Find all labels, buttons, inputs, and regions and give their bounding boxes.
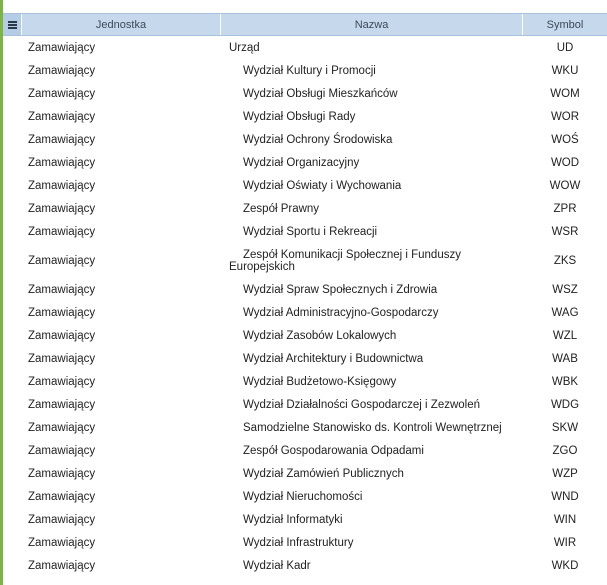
name-text: Wydział Ochrony Środowiska — [243, 133, 393, 146]
name-cell — [221, 554, 523, 577]
name-cell — [221, 462, 523, 485]
symbol-cell: WIN — [553, 513, 577, 526]
name-text: Wydział Sportu i Rekreacji — [243, 225, 378, 238]
name-text: Wydział Informatyki — [243, 513, 343, 526]
name-text: Wydział Infrastruktury — [243, 536, 354, 549]
symbol-cell: WAG — [551, 306, 579, 319]
name-text: Zespół Komunikacji Społecznej i Funduszy Europejskich — [229, 248, 461, 273]
units-table — [3, 13, 607, 577]
unit-cell: Zamawiający — [28, 329, 96, 342]
name-cell — [221, 531, 523, 554]
unit-cell: Zamawiający — [28, 110, 96, 123]
symbol-cell: WDG — [550, 398, 580, 411]
name-cell — [221, 128, 523, 151]
symbol-cell: WKD — [551, 559, 579, 572]
name-cell — [221, 36, 523, 59]
name-text: Wydział Obsługi Mieszkańców — [243, 87, 398, 100]
name-text: Wydział Zamówień Publicznych — [243, 467, 404, 480]
table-row[interactable] — [3, 220, 607, 243]
symbol-cell: WSR — [551, 225, 579, 238]
table-row[interactable] — [3, 105, 607, 128]
unit-cell: Zamawiający — [28, 559, 96, 572]
table-row[interactable] — [3, 301, 607, 324]
table-row[interactable] — [3, 393, 607, 416]
unit-cell: Zamawiający — [28, 467, 96, 480]
name-cell — [221, 82, 523, 105]
unit-cell: Zamawiający — [28, 225, 96, 238]
unit-cell: Zamawiający — [28, 156, 96, 169]
table-row[interactable] — [3, 347, 607, 370]
table-row[interactable] — [3, 174, 607, 197]
table-row[interactable] — [3, 59, 607, 82]
unit-cell: Zamawiający — [28, 306, 96, 319]
unit-cell: Zamawiający — [28, 375, 96, 388]
unit-cell: Zamawiający — [28, 254, 96, 267]
table-header — [3, 13, 607, 36]
column-header-name[interactable]: Nazwa — [221, 14, 523, 35]
table-row[interactable] — [3, 416, 607, 439]
symbol-cell: WOM — [550, 87, 580, 100]
name-cell — [221, 151, 523, 174]
name-text: Zespół Prawny — [243, 202, 320, 215]
symbol-cell: WOD — [550, 156, 580, 169]
name-text: Wydział Kultury i Promocji — [243, 64, 376, 77]
name-cell — [221, 324, 523, 347]
unit-cell: Zamawiający — [28, 490, 96, 503]
column-menu-button[interactable] — [3, 14, 22, 35]
unit-cell: Zamawiający — [28, 513, 96, 526]
name-cell — [221, 220, 523, 243]
symbol-cell: WIR — [553, 536, 577, 549]
name-cell — [221, 416, 523, 439]
unit-cell: Zamawiający — [28, 87, 96, 100]
name-cell — [221, 393, 523, 416]
name-text: Urząd — [229, 41, 260, 54]
table-row[interactable] — [3, 531, 607, 554]
table-row[interactable] — [3, 197, 607, 220]
unit-cell: Zamawiający — [28, 64, 96, 77]
symbol-cell: WOW — [549, 179, 581, 192]
name-cell — [221, 347, 523, 370]
name-cell — [221, 301, 523, 324]
name-cell — [221, 439, 523, 462]
table-row[interactable] — [3, 82, 607, 105]
name-cell — [221, 105, 523, 128]
name-text: Wydział Obsługi Rady — [243, 110, 356, 123]
symbol-cell: UD — [556, 41, 574, 54]
symbol-cell: ZGO — [552, 444, 578, 457]
table-row[interactable] — [3, 462, 607, 485]
name-text: Samodzielne Stanowisko ds. Kontroli Wewnętrznej — [243, 421, 502, 434]
name-cell — [221, 174, 523, 197]
menu-icon — [8, 21, 17, 29]
symbol-cell: WAB — [552, 352, 578, 365]
symbol-cell: SKW — [551, 421, 579, 434]
unit-cell: Zamawiający — [28, 41, 96, 54]
name-text: Wydział Nieruchomości — [243, 490, 363, 503]
column-header-unit[interactable]: Jednostka — [22, 14, 221, 35]
name-text: Wydział Działalności Gospodarczej i Zezwoleń — [243, 398, 481, 411]
symbol-cell: ZPR — [553, 202, 577, 215]
symbol-cell: WKU — [551, 64, 579, 77]
unit-cell: Zamawiający — [28, 202, 96, 215]
column-header-symbol[interactable]: Symbol — [546, 18, 584, 31]
name-cell — [221, 370, 523, 393]
table-row[interactable] — [3, 439, 607, 462]
name-cell — [221, 485, 523, 508]
table-row[interactable] — [3, 278, 607, 301]
unit-cell: Zamawiający — [28, 536, 96, 549]
name-text: Wydział Spraw Społecznych i Zdrowia — [243, 283, 438, 296]
name-cell — [221, 197, 523, 220]
name-cell — [221, 59, 523, 82]
table-body — [3, 36, 607, 577]
unit-cell: Zamawiający — [28, 444, 96, 457]
unit-cell: Zamawiający — [28, 133, 96, 146]
symbol-cell: WND — [551, 490, 579, 503]
name-cell — [221, 243, 523, 278]
symbol-cell: WSZ — [552, 283, 578, 296]
symbol-cell: WOR — [550, 110, 580, 123]
table-row[interactable] — [3, 36, 607, 59]
table-row[interactable] — [3, 151, 607, 174]
name-text: Wydział Administracyjno-Gospodarczy — [243, 306, 439, 319]
name-text: Wydział Zasobów Lokalowych — [243, 329, 397, 342]
unit-cell: Zamawiający — [28, 179, 96, 192]
unit-cell: Zamawiający — [28, 352, 96, 365]
symbol-cell: WZP — [552, 467, 578, 480]
symbol-cell: WBK — [551, 375, 579, 388]
unit-cell: Zamawiający — [28, 398, 96, 411]
name-cell — [221, 508, 523, 531]
table-row[interactable] — [3, 243, 607, 278]
name-text: Zespół Gospodarowania Odpadami — [243, 444, 424, 457]
name-text: Wydział Oświaty i Wychowania — [243, 179, 402, 192]
unit-cell: Zamawiający — [28, 421, 96, 434]
name-cell — [221, 278, 523, 301]
name-text: Wydział Organizacyjny — [243, 156, 360, 169]
table-row[interactable] — [3, 324, 607, 347]
table-row[interactable] — [3, 485, 607, 508]
table-row[interactable] — [3, 370, 607, 393]
symbol-cell: WZL — [552, 329, 578, 342]
name-text: Wydział Budżetowo-Księgowy — [243, 375, 397, 388]
table-row[interactable] — [3, 554, 607, 577]
unit-cell: Zamawiający — [28, 283, 96, 296]
name-text: Wydział Kadr — [243, 559, 311, 572]
table-row[interactable] — [3, 128, 607, 151]
symbol-cell: ZKS — [553, 254, 577, 267]
table-row[interactable] — [3, 508, 607, 531]
name-text: Wydział Architektury i Budownictwa — [243, 352, 424, 365]
symbol-cell: WOŚ — [551, 133, 579, 146]
